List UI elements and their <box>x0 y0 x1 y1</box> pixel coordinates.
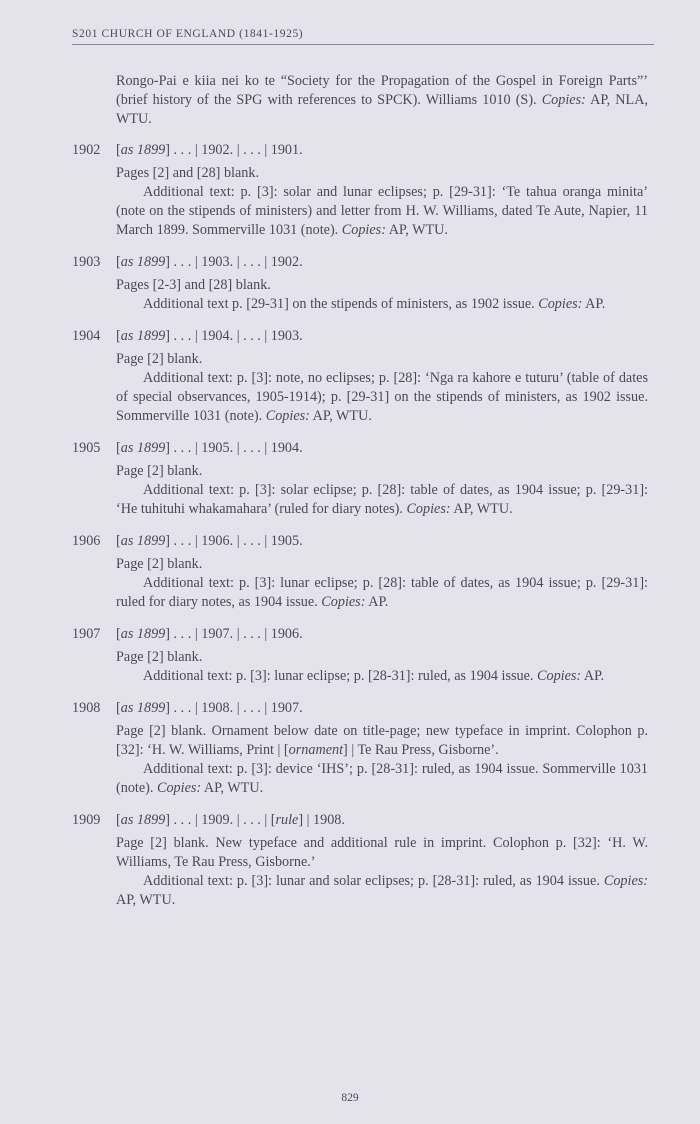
entry-pages: Pages [2-3] and [28] blank. <box>116 277 271 293</box>
entry-additional: Additional text: p. [3]: lunar eclipse; p. [28-31]: ruled, as 1904 issue. Copies: AP. <box>143 668 605 684</box>
entry-heading: 1907 [as 1899] . . . | 1907. | . . . | 1906. <box>72 626 303 642</box>
entry-additional: Additional text: p. [3]: solar and lunar eclipses; p. [29-31]: ‘Te tahua oranga minita’ (note on the stipends of ministers) and letter from H. W. Williams, dated Te Aute, Napier, 11 March 1899. Sommerville 1031 (note). Copies: AP, WTU. <box>116 184 648 238</box>
entry-pages: Page [2] blank. <box>116 351 203 367</box>
entry-heading: 1905 [as 1899] . . . | 1905. | . . . | 1904. <box>72 440 303 456</box>
entry-heading: 1903 [as 1899] . . . | 1903. | . . . | 1902. <box>72 254 303 270</box>
page-number: 829 <box>341 1092 359 1104</box>
running-header: S201 CHURCH OF ENGLAND (1841-1925) <box>72 28 654 45</box>
entry-heading: 1906 [as 1899] . . . | 1906. | . . . | 1905. <box>72 533 303 549</box>
entry-heading: 1902 [as 1899] . . . | 1902. | . . . | 1901. <box>72 142 303 158</box>
entry-pages: Page [2] blank. <box>116 463 203 479</box>
entry-pages: Page [2] blank. Ornament below date on title-page; new typeface in imprint. Colophon p. [32]: ‘H. W. Williams, Print | [ornament] | Te Rau Press, Gisborne’. <box>116 723 648 758</box>
document-body <box>72 72 648 910</box>
entry-additional: Additional text: p. [3]: solar eclipse; p. [28]: table of dates, as 1904 issue; p. [29-31]: ‘He tuhituhi whakamahara’ (ruled for diary notes). Copies: AP, WTU. <box>116 482 648 517</box>
entry-pages: Page [2] blank. <box>116 556 203 572</box>
entry-pages: Pages [2] and [28] blank. <box>116 165 260 181</box>
entry-additional: Additional text: p. [3]: lunar eclipse; p. [28]: table of dates, as 1904 issue; p. [29-31]: ruled for diary notes, as 1904 issue. Copies: AP. <box>116 575 648 610</box>
entry-heading: 1909 [as 1899] . . . | 1909. | . . . | [rule] | 1908. <box>72 812 345 828</box>
entry-heading: 1904 [as 1899] . . . | 1904. | . . . | 1903. <box>72 328 303 344</box>
intro-paragraph: Rongo-Pai e kiia nei ko te “Society for the Propagation of the Gospel in Foreign Parts”’ (brief history of the SPG with references to SPCK). Williams 1010 (S). Copies: AP, NLA, WTU. <box>116 73 649 127</box>
entry-heading: 1908 [as 1899] . . . | 1908. | . . . | 1907. <box>72 700 303 716</box>
entry-pages: Page [2] blank. New typeface and additional rule in imprint. Colophon p. [32]: ‘H. W. Williams, Te Rau Press, Gisborne.’ <box>116 835 648 870</box>
entry-additional: Additional text p. [29-31] on the stipends of ministers, as 1902 issue. Copies: AP. <box>143 296 606 312</box>
entry-additional: Additional text: p. [3]: device ‘IHS’; p. [28-31]: ruled, as 1904 issue. Sommerville 1031 (note). Copies: AP, WTU. <box>116 761 648 796</box>
entry-additional: Additional text: p. [3]: note, no eclipses; p. [28]: ‘Nga ra kahore e tuturu’ (table of dates of special observances, 1905-1914); p. [29-31] on the stipends of ministers, as 1902 issue. Sommerville 1031 (note). Copies: AP, WTU. <box>116 370 648 424</box>
entry-additional: Additional text: p. [3]: lunar and solar eclipses; p. [28-31]: ruled, as 1904 issue. Copies: AP, WTU. <box>116 873 649 908</box>
entry-pages: Page [2] blank. <box>116 649 203 665</box>
